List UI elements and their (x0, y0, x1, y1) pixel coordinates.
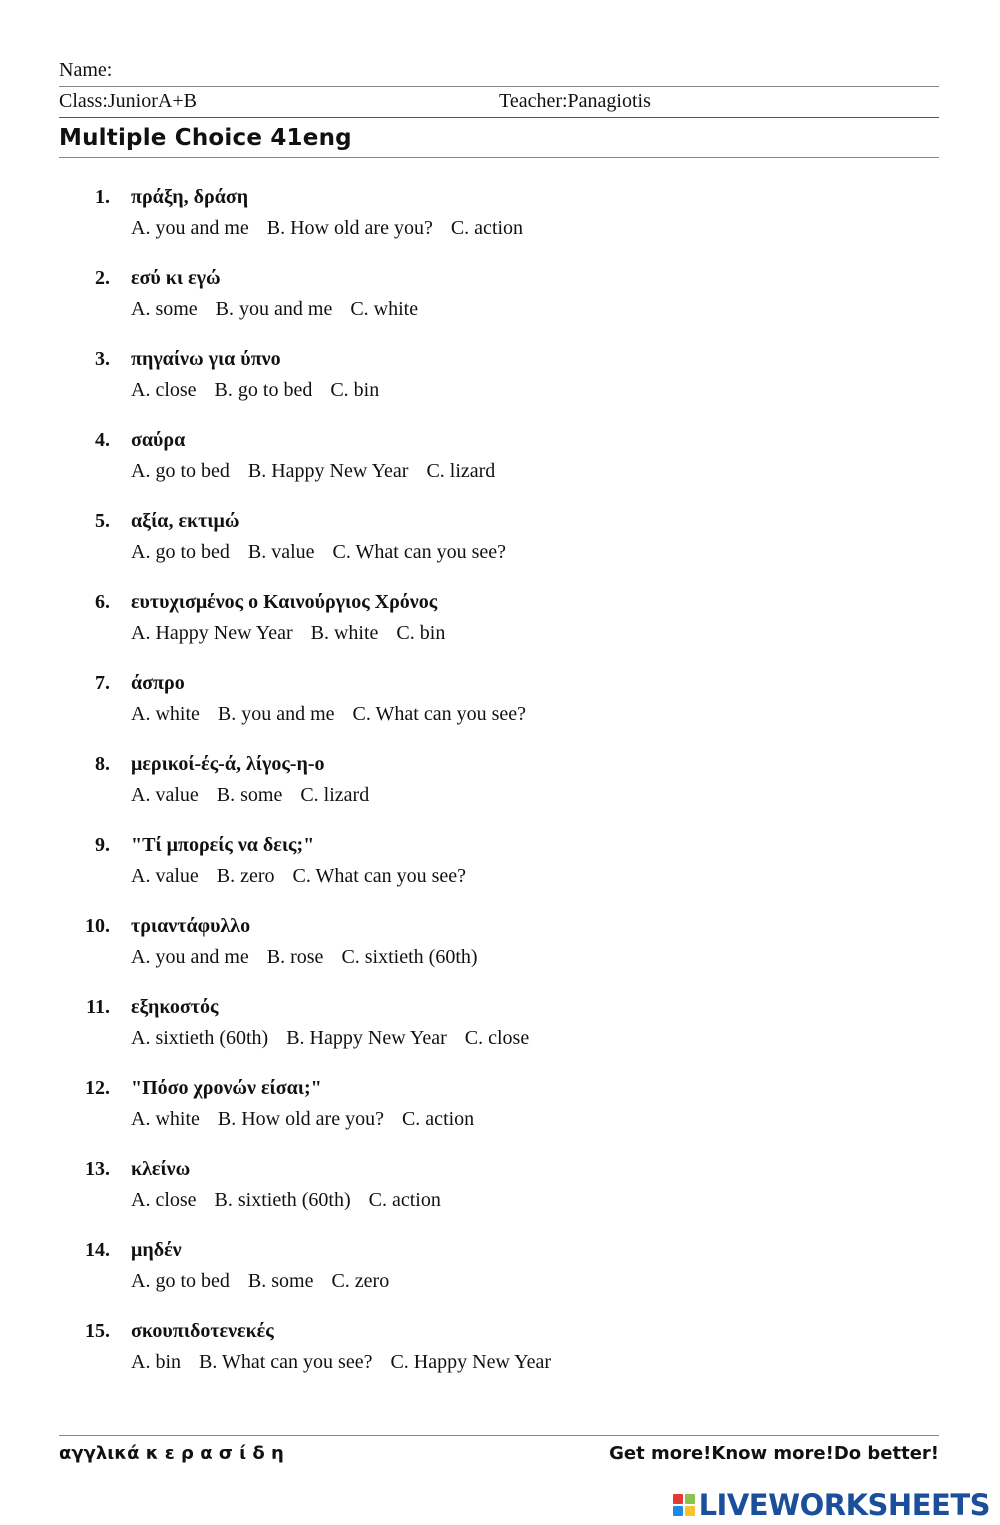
option-b[interactable]: B. Happy New Year (247, 460, 409, 482)
footer-left-text: αγγλικά κ ε ρ α σ ί δ η (59, 1443, 284, 1464)
teacher-label: Teacher:Panagiotis (499, 90, 651, 112)
question-prompt: ευτυχισμένος ο Καινούργιος Χρόνος (131, 591, 438, 613)
option-a[interactable]: A. close (131, 1189, 197, 1211)
question-number: 5. (95, 510, 110, 532)
option-a[interactable]: A. some (131, 298, 198, 320)
option-b[interactable]: B. you and me (217, 703, 335, 725)
option-a[interactable]: A. you and me (131, 946, 249, 968)
question-prompt: σαύρα (131, 429, 186, 451)
option-b[interactable]: B. What can you see? (199, 1351, 373, 1373)
option-c[interactable]: C. What can you see? (352, 703, 527, 725)
option-c[interactable]: C. bin (330, 379, 380, 401)
question-number: 6. (95, 591, 110, 613)
option-c[interactable]: C. close (464, 1027, 530, 1049)
option-b[interactable]: B. rose (266, 946, 324, 968)
question-item (0, 344, 1000, 424)
question-prompt: κλείνω (131, 1158, 191, 1180)
question-number: 14. (85, 1239, 110, 1261)
question-item (0, 992, 1000, 1072)
question-number: 2. (95, 267, 110, 289)
option-a[interactable]: A. white (131, 1108, 200, 1130)
answer-options (131, 1023, 542, 1053)
option-b[interactable]: B. some (247, 1270, 314, 1292)
option-b[interactable]: B. value (247, 541, 315, 563)
brand-wordmark: LIVEWORKSHEETS (698, 1488, 990, 1522)
option-b[interactable]: B. sixtieth (60th) (214, 1189, 351, 1211)
option-a[interactable]: A. sixtieth (60th) (131, 1027, 269, 1049)
answer-options (131, 1347, 564, 1377)
option-c[interactable]: C. lizard (426, 460, 496, 482)
title-divider (59, 157, 939, 158)
option-b[interactable]: B. white (310, 622, 379, 644)
answer-options (131, 1266, 402, 1296)
header-divider (59, 117, 939, 118)
option-c[interactable]: C. action (450, 217, 524, 239)
question-number: 7. (95, 672, 110, 694)
answer-options (131, 1104, 487, 1134)
question-item (0, 1235, 1000, 1315)
answer-options (131, 456, 508, 486)
option-c[interactable]: C. bin (396, 622, 446, 644)
header-divider (59, 86, 939, 87)
option-c[interactable]: C. action (401, 1108, 475, 1130)
page-title: Multiple Choice 41eng (59, 125, 352, 151)
question-number: 13. (85, 1158, 110, 1180)
answer-options (131, 537, 519, 567)
option-a[interactable]: A. close (131, 379, 197, 401)
question-number: 4. (95, 429, 110, 451)
option-a[interactable]: A. Happy New Year (131, 622, 293, 644)
question-item (0, 506, 1000, 586)
option-a[interactable]: A. go to bed (131, 460, 230, 482)
option-c[interactable]: C. action (368, 1189, 441, 1211)
answer-options (131, 699, 539, 729)
option-c[interactable]: C. sixtieth (60th) (341, 946, 478, 968)
question-number: 11. (86, 996, 110, 1018)
question-number: 3. (95, 348, 110, 370)
answer-options (131, 375, 392, 405)
option-c[interactable]: C. lizard (300, 784, 370, 806)
name-label: Name: (59, 59, 113, 81)
answer-options (131, 213, 536, 243)
option-b[interactable]: B. How old are you? (266, 217, 433, 239)
option-c[interactable]: C. What can you see? (292, 865, 466, 887)
question-item (0, 425, 1000, 505)
option-b[interactable]: B. zero (216, 865, 275, 887)
question-item (0, 1073, 1000, 1153)
answer-options (131, 294, 431, 324)
question-prompt: μηδέν (131, 1239, 182, 1261)
question-number: 10. (85, 915, 110, 937)
option-c[interactable]: C. What can you see? (332, 541, 507, 563)
option-a[interactable]: A. go to bed (131, 1270, 230, 1292)
option-a[interactable]: A. you and me (131, 217, 249, 239)
question-item (0, 911, 1000, 991)
question-prompt: πράξη, δράση (131, 186, 249, 208)
class-label: Class:JuniorA+B (59, 90, 197, 112)
question-item (0, 749, 1000, 829)
option-c[interactable]: C. zero (331, 1270, 390, 1292)
option-a[interactable]: A. go to bed (131, 541, 230, 563)
question-prompt: "Τί μπορείς να δεις;" (131, 834, 315, 856)
option-b[interactable]: B. How old are you? (217, 1108, 384, 1130)
question-number: 15. (85, 1320, 110, 1342)
question-prompt: αξία, εκτιμώ (131, 510, 240, 532)
footer-slogan: Get more!Know more!Do better! (609, 1443, 939, 1464)
question-item (0, 668, 1000, 748)
option-b[interactable]: B. go to bed (214, 379, 313, 401)
option-b[interactable]: B. you and me (215, 298, 333, 320)
question-number: 1. (95, 186, 110, 208)
option-c[interactable]: C. Happy New Year (390, 1351, 552, 1373)
class-row (59, 89, 939, 113)
question-item (0, 587, 1000, 667)
question-prompt: εξηκοστός (131, 996, 219, 1018)
liveworksheets-logo-icon (673, 1494, 695, 1516)
question-item (0, 1316, 1000, 1396)
question-prompt: "Πόσο χρονών είσαι;" (131, 1077, 322, 1099)
question-item (0, 263, 1000, 343)
option-a[interactable]: A. white (131, 703, 200, 725)
question-prompt: τριαντάφυλλο (131, 915, 251, 937)
answer-options (131, 1185, 454, 1215)
option-a[interactable]: A. value (131, 784, 199, 806)
question-item (0, 830, 1000, 910)
option-a[interactable]: A. value (131, 865, 199, 887)
question-number: 8. (95, 753, 110, 775)
question-item (0, 182, 1000, 262)
question-number: 9. (95, 834, 110, 856)
question-prompt: εσύ κι εγώ (131, 267, 221, 289)
option-b[interactable]: B. some (216, 784, 283, 806)
answer-options (131, 861, 479, 891)
question-number: 12. (85, 1077, 110, 1099)
option-b[interactable]: B. Happy New Year (286, 1027, 447, 1049)
liveworksheets-brand[interactable] (673, 1488, 990, 1522)
option-a[interactable]: A. bin (131, 1351, 181, 1373)
question-prompt: μερικοί-ές-ά, λίγος-η-ο (131, 753, 325, 775)
question-prompt: σκουπιδοτενεκές (131, 1320, 274, 1342)
footer-divider (59, 1435, 939, 1436)
option-c[interactable]: C. white (350, 298, 419, 320)
answer-options (131, 618, 458, 648)
question-prompt: άσπρο (131, 672, 185, 694)
answer-options (131, 942, 491, 972)
answer-options (131, 780, 382, 810)
question-prompt: πηγαίνω για ύπνο (131, 348, 281, 370)
question-item (0, 1154, 1000, 1234)
